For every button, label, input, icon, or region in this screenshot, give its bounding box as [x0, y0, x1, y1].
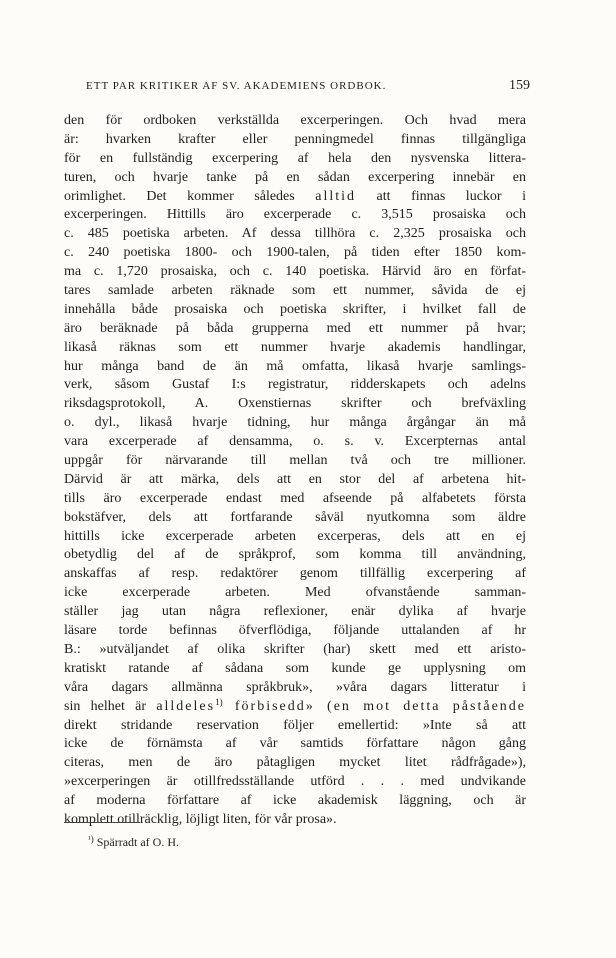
text-line: B.: »utväljandet af olika skrifter (har) skett med ett aristo- [64, 641, 526, 657]
text-line: bokstäfver, dels att fortfarande såväl nyutkomna som äldre [64, 509, 526, 525]
text-line: tills äro excerperade endast med afseende på alfabetets första [64, 490, 526, 506]
text-line: våra dagars allmänna språkbruk», »våra dagars litteratur i [64, 679, 526, 695]
text-line: verk, såsom Gustaf I:s registratur, ridderskapets och adelns [64, 377, 526, 393]
text-line: c. 240 poetiska 1800- och 1900-talen, på tiden efter 1850 kom- [64, 245, 526, 261]
footnote-text: Spärradt af O. H. [96, 835, 180, 849]
page-number: 159 [509, 78, 530, 93]
text-line: Därvid är att märka, dels att en stor del af arbetena hit- [64, 471, 526, 487]
text-line: likaså räknas som ett nummer hvarje akademis handlingar, [64, 339, 526, 355]
text-line: läsare torde befinnas öfverflödiga, följande uttalanden af hr [64, 623, 526, 639]
text-line: »excerperingen är otillfredsställande utförd . . . med undvikande [64, 774, 526, 790]
text-line: riksdagsprotokoll, A. Oxenstiernas skrifter och brefväxling [64, 396, 526, 412]
text-line: tares samlade arbeten räknade som ett nummer, såvida de ej [64, 283, 526, 299]
text-line: orimlighet. Det kommer således alltid att finnas luckor i [64, 188, 526, 204]
text-line: komplett otillräcklig, löjligt liten, för vår prosa». [64, 811, 337, 827]
footnote [88, 834, 179, 850]
text-line: ma c. 1,720 prosaiska, och c. 140 poetiska. Härvid äro en förfat- [64, 264, 526, 280]
running-header [64, 78, 530, 94]
text-line: hittills icke excerperade arbeten excerperas, dels att en ej [64, 528, 526, 544]
text-line: sin helhet är alldeles$^{1)}$ förbisedd» (en mot detta påstående [64, 697, 526, 714]
text-line: citeras, men de äro påtagligen mycket litet rådfrågade»), [64, 755, 526, 771]
text-line: kratiskt ratande af sådana som kunde ge upplysning om [64, 660, 526, 676]
text-line: obetydlig del af de språkprof, som komma till användning, [64, 547, 526, 563]
text-line: excerperingen. Hittills äro excerperade c. 3,515 prosaiska och [64, 207, 526, 223]
text-line: den för ordboken verkställda excerperingen. Och hvad mera [64, 113, 526, 128]
text-line: ställer jag utan några reflexioner, enär dylika af hvarje [64, 604, 526, 620]
text-line: af moderna författare af icke akademisk läggning, och är [64, 793, 526, 809]
text-line: är: hvarken krafter eller penningmedel finnas tillgängliga [64, 131, 526, 147]
text-line: äro beräknade på båda grupperna med ett nummer på hvar; [64, 320, 526, 336]
text-line: hur många band de än må omfatta, likaså hvarje samlings- [64, 358, 526, 374]
body-text [64, 112, 526, 830]
text-line: o. dyl., likaså hvarje tidning, hur många årgångar än må [64, 415, 526, 431]
text-line: direkt stridande reservation följer emellertid: »Inte så att [64, 717, 526, 733]
footnote-mark: ¹) [88, 834, 94, 844]
text-line: turen, och hvarje tanke på en sådan excerpering innebär en [64, 169, 526, 185]
running-title: ETT PAR KRITIKER AF SV. AKADEMIENS ORDBOK. [86, 80, 387, 92]
text-line: för en fullständig excerpering af hela den nysvenska littera- [64, 150, 526, 166]
text-line: uppgår för närvarande till mellan två och tre millioner. [64, 453, 526, 469]
text-line: c. 485 poetiska arbeten. Af dessa tillhöra c. 2,325 prosaiska och [64, 226, 526, 242]
footnote-rule [64, 822, 140, 823]
text-line: innehålla både prosaiska och poetiska skrifter, i hvilket fall de [64, 301, 526, 317]
text-line: icke excerperade arbeten. Med ofvanstående samman- [64, 585, 526, 601]
text-line: vara excerperade af densamma, o. s. v. Excerpternas antal [64, 434, 526, 450]
text-line: icke de förnämsta af vår samtids författare någon gång [64, 736, 526, 752]
text-line: anskaffas af resp. redaktörer genom tillfällig excerpering af [64, 566, 526, 582]
